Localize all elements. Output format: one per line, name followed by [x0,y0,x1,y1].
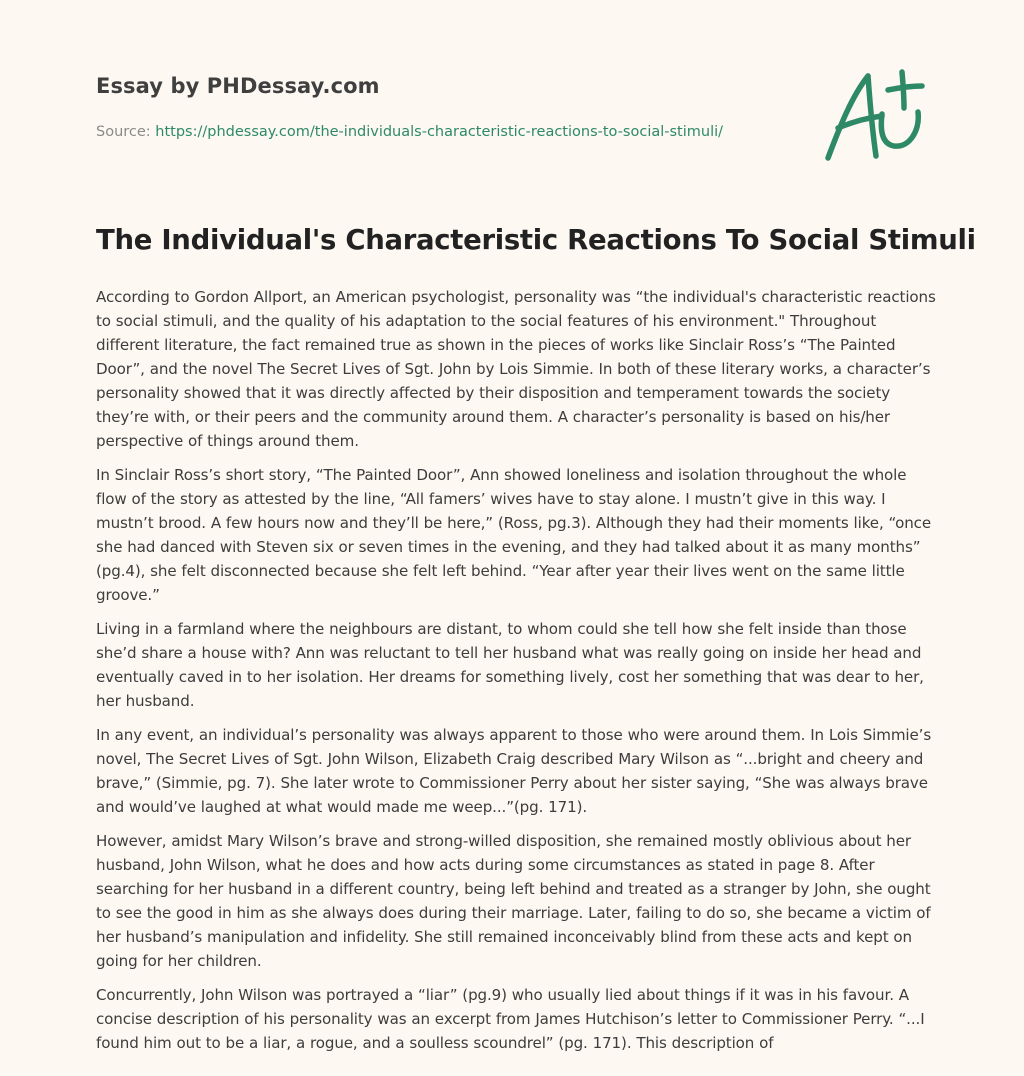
a-plus-icon [818,64,930,166]
article-body [96,285,936,1065]
article-paragraph: In any event, an individual’s personality was always apparent to those who were around them. In Lois Simmie’s novel, The Secret Lives of Sgt. John Wilson, Elizabeth Craig described Mary Wilson as “...bright and cheery and brave,” (Simmie, pg. 7). She later wrote to Commissioner Perry about her sister saying, “She was always brave and would’ve laughed at what would made me weep...”(pg. 171). [96,726,932,816]
article-paragraph: In Sinclair Ross’s short story, “The Painted Door”, Ann showed loneliness and isolation throughout the whole flow of the story as attested by the line, “All famers’ wives have to stay alone. I mustn’t give in this way. I mustn’t brood. A few hours now and they’ll be here,” (Ross, pg.3). Although they had their moments like, “once she had danced with Steven six or seven times in the evening, and they had talked about it as many months” (pg.4), she felt disconnected because she felt left behind. “Year after year their lives went on the same little groove.” [96,466,932,604]
source-link[interactable]: https://phdessay.com/the-individuals-characteristic-reactions-to-social-stimuli/ [155,124,724,140]
article-paragraph: Living in a farmland where the neighbours are distant, to whom could she tell how she felt inside than those she’d share a house with? Ann was reluctant to tell her husband what was really going on inside her head and eventually caved in to her isolation. Her dreams for something lively, cost her something that was dear to her, her husband. [96,620,924,710]
site-brand: Essay by PHDessay.com [96,74,380,98]
site-header [96,74,796,140]
article-paragraph: However, amidst Mary Wilson’s brave and strong-willed disposition, she remained mostly oblivious about her husband, John Wilson, what he does and how acts during some circumstances as stated in page 8. After searching for her husband in a different country, being left behind and treated as a stranger by John, she ought to see the good in him as she always does during their marriage. Later, failing to do so, she became a victim of her husband’s manipulation and infidelity. She still remained inconceivably blind from these acts and kept on going for her children. [96,832,931,970]
article-paragraph: According to Gordon Allport, an American psychologist, personality was “the individual's characteristic reactions to social stimuli, and the quality of his adaptation to the social features of his environment." Throughout different literature, the fact remained true as shown in the pieces of works like Sinclair Ross’s “The Painted Door”, and the novel The Secret Lives of Sgt. John by Lois Simmie. In both of these literary works, a character’s personality showed that it was directly affected by their disposition and temperament towards the society they’re with, or their peers and the community around them. A character’s personality is based on his/her perspective of things around them. [96,288,936,450]
source-label: Source: [96,124,156,140]
article-paragraph: Concurrently, John Wilson was portrayed a “liar” (pg.9) who usually lied about things if it was in his favour. A concise description of his personality was an excerpt from James Hutchison’s letter to Commissioner Perry. “...I found him out to be a liar, a rogue, and a soulless scoundrel” (pg. 171). This description of [96,986,925,1052]
source-line [96,124,723,140]
article-title: The Individual's Characteristic Reactions To Social Stimuli [96,224,976,256]
